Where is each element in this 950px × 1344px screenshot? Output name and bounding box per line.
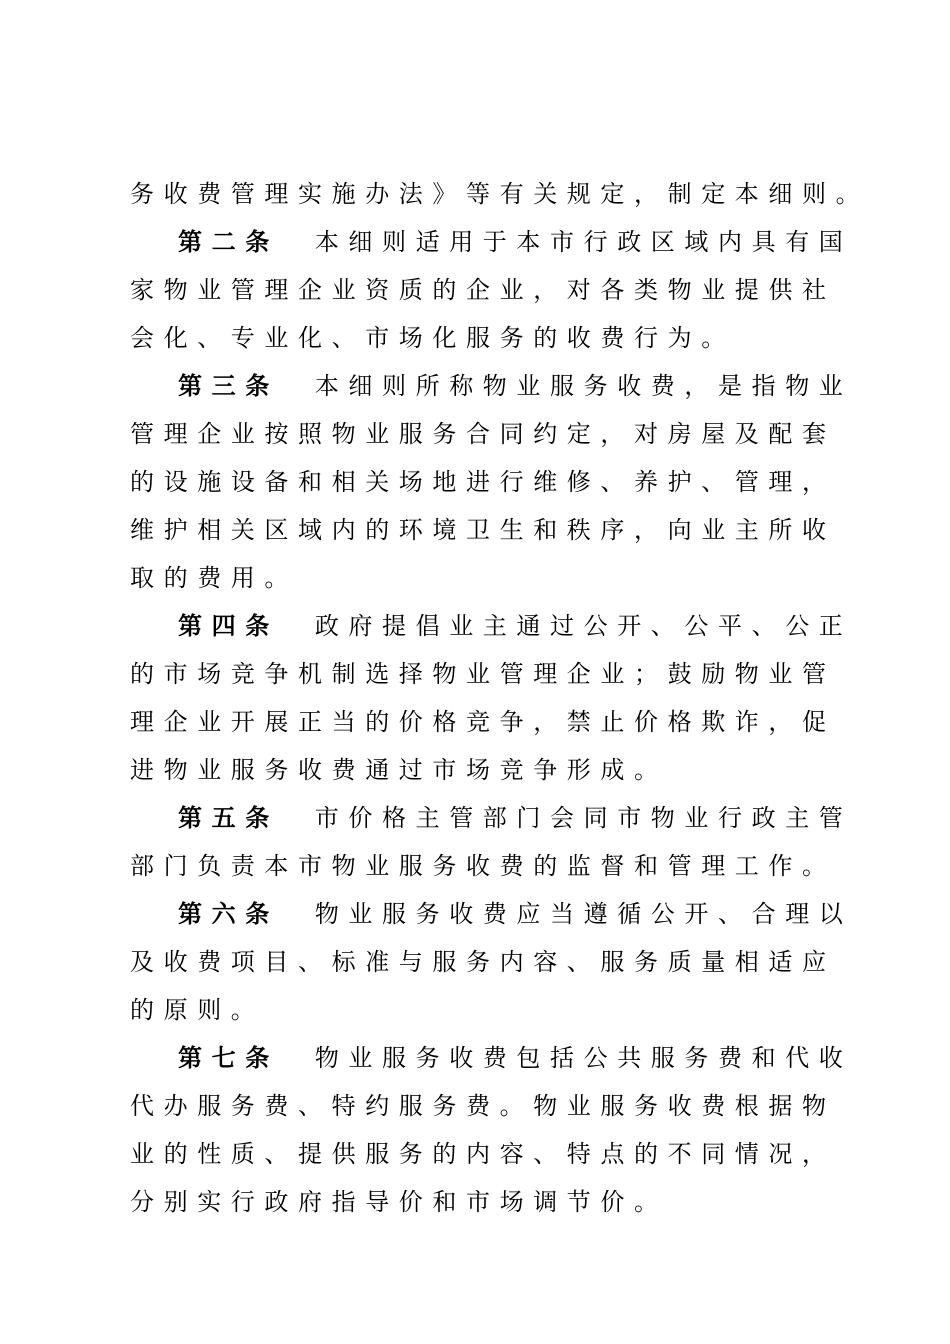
line-text: 本细则所称物业服务收费，是指物业 [314, 372, 853, 400]
line-text: 物业服务收费包括公共服务费和代收 [314, 1044, 853, 1072]
text-line [130, 938, 850, 986]
text-line [130, 746, 850, 794]
line-text: 及收费项目、标准与服务内容、服务质量相适应 [130, 948, 836, 976]
line-text: 进物业服务收费通过市场竞争形成。 [130, 756, 668, 784]
line-text: 分别实行政府指导价和市场调节价。 [130, 1188, 668, 1216]
line-text: 物业服务收费应当遵循公开、合理以 [314, 900, 853, 928]
line-text: 的市场竞争机制选择物业管理企业；鼓励物业管 [130, 660, 836, 688]
text-line [130, 554, 850, 602]
line-text: 部门负责本市物业服务收费的监督和管理工作。 [130, 852, 836, 880]
article-label: 第六条 [178, 899, 279, 928]
line-text: 代办服务费、特约服务费。物业服务收费根据物 [130, 1092, 836, 1120]
line-text: 取的费用。 [130, 564, 298, 592]
line-text: 业的性质、提供服务的内容、特点的不同情况， [130, 1140, 836, 1168]
line-text: 维护相关区域内的环境卫生和秩序，向业主所收 [130, 516, 836, 544]
article-heading-line [178, 890, 898, 938]
line-text: 管理企业按照物业服务合同约定，对房屋及配套 [130, 420, 836, 448]
text-line [130, 314, 850, 362]
text-line [130, 986, 850, 1034]
line-text: 会化、专业化、市场化服务的收费行为。 [130, 324, 735, 352]
article-heading-line [178, 1034, 898, 1082]
line-text: 理企业开展正当的价格竞争，禁止价格欺诈，促 [130, 708, 836, 736]
text-line [130, 1130, 850, 1178]
line-text: 务收费管理实施办法》等有关规定，制定本细则。 [130, 180, 870, 208]
text-line [130, 842, 850, 890]
article-heading-line [178, 602, 898, 650]
article-label: 第五条 [178, 803, 279, 832]
article-label: 第三条 [178, 371, 279, 400]
text-line [130, 698, 850, 746]
line-text: 市价格主管部门会同市物业行政主管 [314, 804, 853, 832]
article-label: 第二条 [178, 227, 279, 256]
line-text: 的设施设备和相关场地进行维修、养护、管理， [130, 468, 836, 496]
text-line [130, 458, 850, 506]
line-text: 政府提倡业主通过公开、公平、公正 [314, 612, 853, 640]
article-label: 第四条 [178, 611, 279, 640]
text-line [130, 506, 850, 554]
text-line [130, 1082, 850, 1130]
article-heading-line [178, 794, 898, 842]
text-line [130, 266, 850, 314]
article-heading-line [178, 218, 898, 266]
text-line [130, 1178, 850, 1226]
line-text: 家物业管理企业资质的企业，对各类物业提供社 [130, 276, 836, 304]
text-line [130, 170, 870, 218]
text-line [130, 410, 850, 458]
text-line [130, 650, 850, 698]
line-text: 本细则适用于本市行政区域内具有国 [314, 228, 853, 256]
article-label: 第七条 [178, 1043, 279, 1072]
article-heading-line [178, 362, 898, 410]
line-text: 的原则。 [130, 996, 265, 1024]
